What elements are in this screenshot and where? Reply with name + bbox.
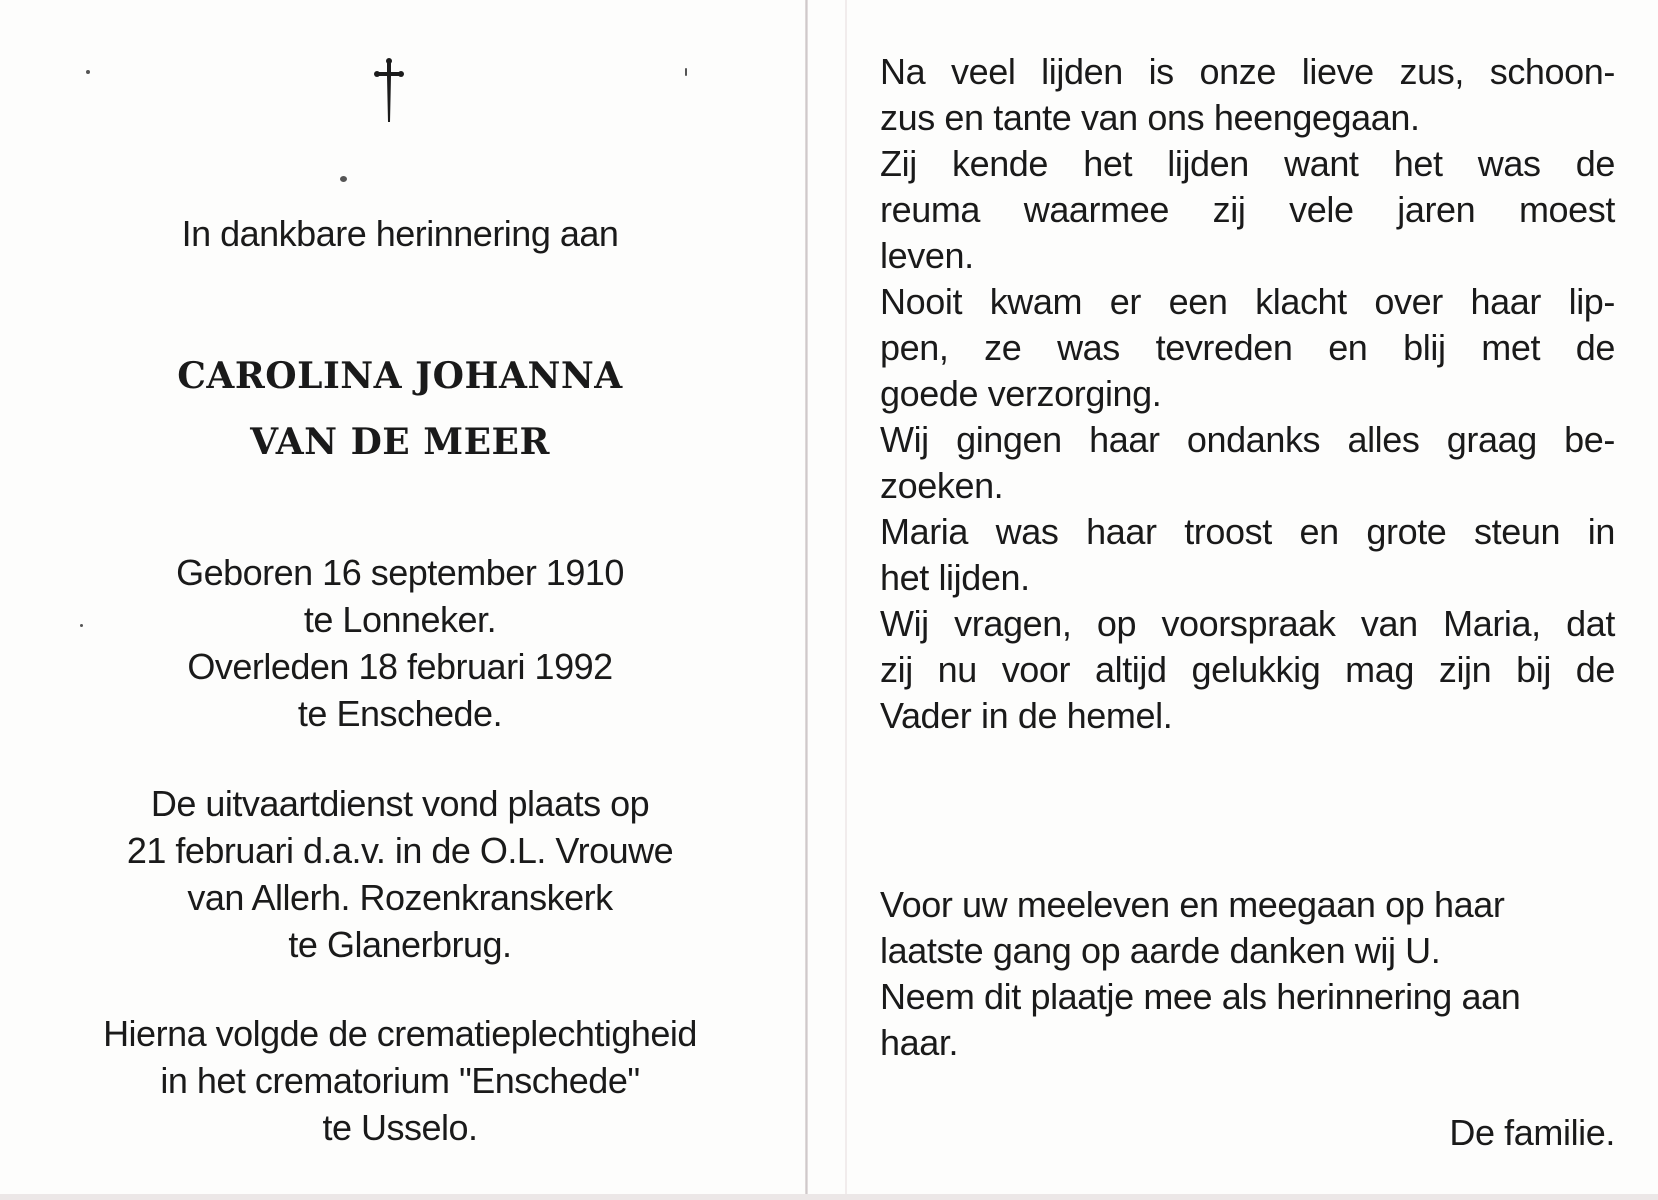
text-line: Nooit kwam er een klacht over haar lip- (880, 281, 1615, 322)
text-line: zus en tante van ons heengegaan. (880, 97, 1420, 138)
text-line: Na veel lijden is onze lieve zus, schoon- (880, 51, 1615, 92)
service-line: De uitvaartdienst vond plaats op (150, 783, 650, 824)
text-line: zij nu voor altijd gelukkig mag zijn bij de (880, 649, 1615, 690)
death-place: te Enschede. (297, 693, 503, 734)
text-line: pen, ze was tevreden en blij met de (880, 327, 1615, 368)
birth-date: Geboren 16 september 1910 (176, 552, 624, 593)
paragraph (880, 509, 1615, 601)
paragraph (880, 417, 1615, 509)
cremation-line: te Usselo. (322, 1107, 478, 1148)
text-line: leven. (880, 235, 974, 276)
text-line: Voor uw meeleven en meegaan op haar (880, 884, 1505, 925)
text-line: laatste gang op aarde danken wij U. (880, 930, 1441, 971)
paragraph (880, 601, 1615, 739)
birth-place: te Lonneker. (303, 599, 497, 640)
text-line: goede verzorging. (880, 373, 1162, 414)
deceased-surname: VAN DE MEER (250, 421, 550, 463)
right-panel (880, 0, 1615, 1200)
service-line: 21 februari d.a.v. in de O.L. Vrouwe (126, 830, 674, 871)
print-speck (340, 176, 347, 182)
service-line: van Allerh. Rozenkranskerk (187, 877, 613, 918)
text-line: Maria was haar troost en grote steun in (880, 511, 1615, 552)
print-speck (685, 68, 687, 76)
death-date: Overleden 18 februari 1992 (187, 646, 613, 687)
signature: De familie. (1449, 1112, 1615, 1153)
cross-icon (374, 58, 404, 124)
paragraph (880, 279, 1615, 417)
text-line: Neem dit plaatje mee als herinnering aan (880, 976, 1521, 1017)
card-fold-line (805, 0, 808, 1200)
thanks-paragraph (880, 882, 1615, 1066)
intro-text: In dankbare herinnering aan (181, 213, 619, 254)
text-line: haar. (880, 1022, 959, 1063)
paragraph (880, 49, 1615, 141)
card-fold-shadow (845, 0, 847, 1200)
text-line: Zij kende het lijden want het was de (880, 143, 1615, 184)
print-speck (86, 70, 90, 74)
text-line: het lijden. (880, 557, 1030, 598)
cremation-line: in het crematorium "Enschede" (160, 1060, 640, 1101)
text-line: Wij vragen, op voorspraak van Maria, dat (880, 603, 1615, 644)
service-line: te Glanerbrug. (288, 924, 512, 965)
text-line: zoeken. (880, 465, 1004, 506)
cremation-line: Hierna volgde de crematieplechtigheid (103, 1013, 697, 1054)
text-line: Vader in de hemel. (880, 695, 1173, 736)
text-line: reuma waarmee zij vele jaren moest (880, 189, 1615, 230)
paragraph (880, 141, 1615, 279)
text-line: Wij gingen haar ondanks alles graag be- (880, 419, 1615, 460)
deceased-first-names: CAROLINA JOHANNA (177, 355, 623, 397)
left-panel (0, 0, 800, 1200)
